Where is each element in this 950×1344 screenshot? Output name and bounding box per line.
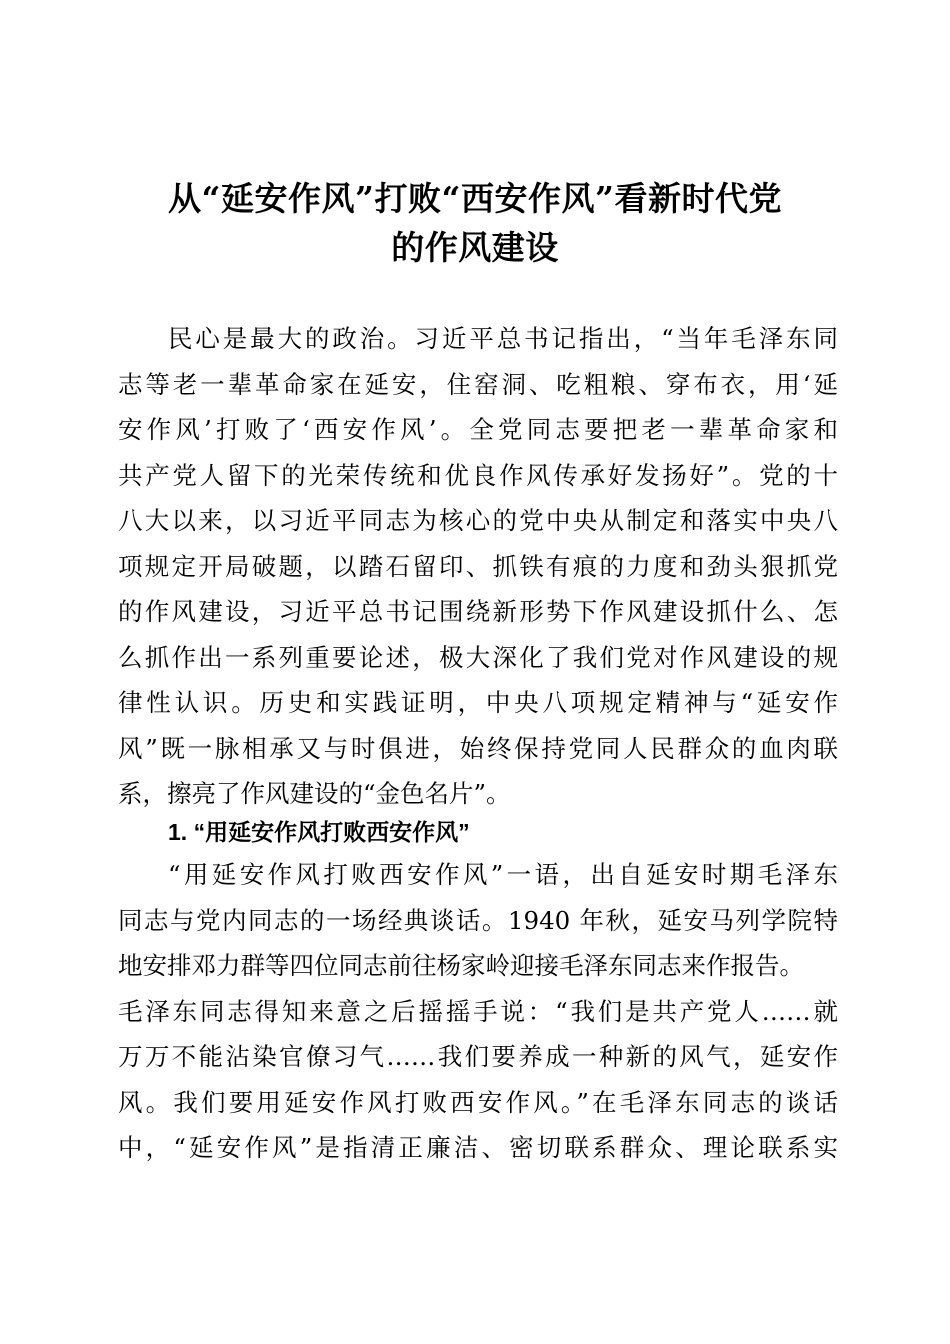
paragraph-line: 同志与党内同志的一场经典谈话。1940 年秋，延安马列学院特 bbox=[118, 905, 838, 935]
paragraph-line: 系，擦亮了作风建设的“金色名片”。 bbox=[118, 779, 511, 808]
paragraph-line: 地安排邓力群等四位同志前往杨家岭迎接毛泽东同志来作报告。 bbox=[118, 951, 804, 980]
title-line-2: 的作风建设 bbox=[391, 228, 559, 267]
paragraph-line: 民心是最大的政治。习近平总书记指出，“当年毛泽东同 bbox=[168, 324, 838, 353]
paragraph-line: 安作风’打败了‘西安作风’。全党同志要把老一辈革命家和 bbox=[118, 415, 838, 444]
section-heading: 1. “用延安作风打败西安作风” bbox=[168, 819, 470, 845]
paragraph-line: 项规定开局破题，以踏石留印、抓铁有痕的力度和劲头狠抓党 bbox=[118, 551, 838, 581]
paragraph-line: 万万不能沾染官僚习气……我们要养成一种新的风气，延安作 bbox=[118, 1042, 838, 1071]
paragraph-line: 中，“延安作风”是指清正廉洁、密切联系群众、理论联系实 bbox=[118, 1133, 838, 1162]
paragraph-line: 的作风建设，习近平总书记围绕新形势下作风建设抓什么、怎 bbox=[118, 597, 838, 626]
paragraph-line: 共产党人留下的光荣传统和优良作风传承好发扬好”。党的十 bbox=[118, 460, 838, 490]
paragraph-intro bbox=[118, 316, 838, 817]
paragraph-line: 志等老一辈革命家在延安，住窑洞、吃粗粮、穿布衣，用‘延 bbox=[118, 369, 838, 399]
paragraph-section-1 bbox=[118, 852, 838, 1171]
paragraph-line: 律性认识。历史和实践证明，中央八项规定精神与“延安作 bbox=[118, 688, 838, 717]
paragraph-line: 风”既一脉相承又与时俱进，始终保持党同人民群众的血肉联 bbox=[118, 733, 838, 763]
paragraph-line: 风。我们要用延安作风打败西安作风。”在毛泽东同志的谈话 bbox=[118, 1087, 838, 1117]
title-line-1: 从“延安作风”打败“西安作风”看新时代党 bbox=[168, 179, 782, 218]
paragraph-line: 么抓作出一系列重要论述，极大深化了我们党对作风建设的规 bbox=[118, 642, 838, 672]
paragraph-line: 八大以来，以习近平同志为核心的党中央从制定和落实中央八 bbox=[118, 506, 838, 535]
paragraph-line: 毛泽东同志得知来意之后摇摇手说：“我们是共产党人……就 bbox=[118, 996, 838, 1026]
document-title bbox=[100, 174, 850, 272]
paragraph-line: “用延安作风打败西安作风”一语，出自延安时期毛泽东 bbox=[168, 860, 838, 889]
